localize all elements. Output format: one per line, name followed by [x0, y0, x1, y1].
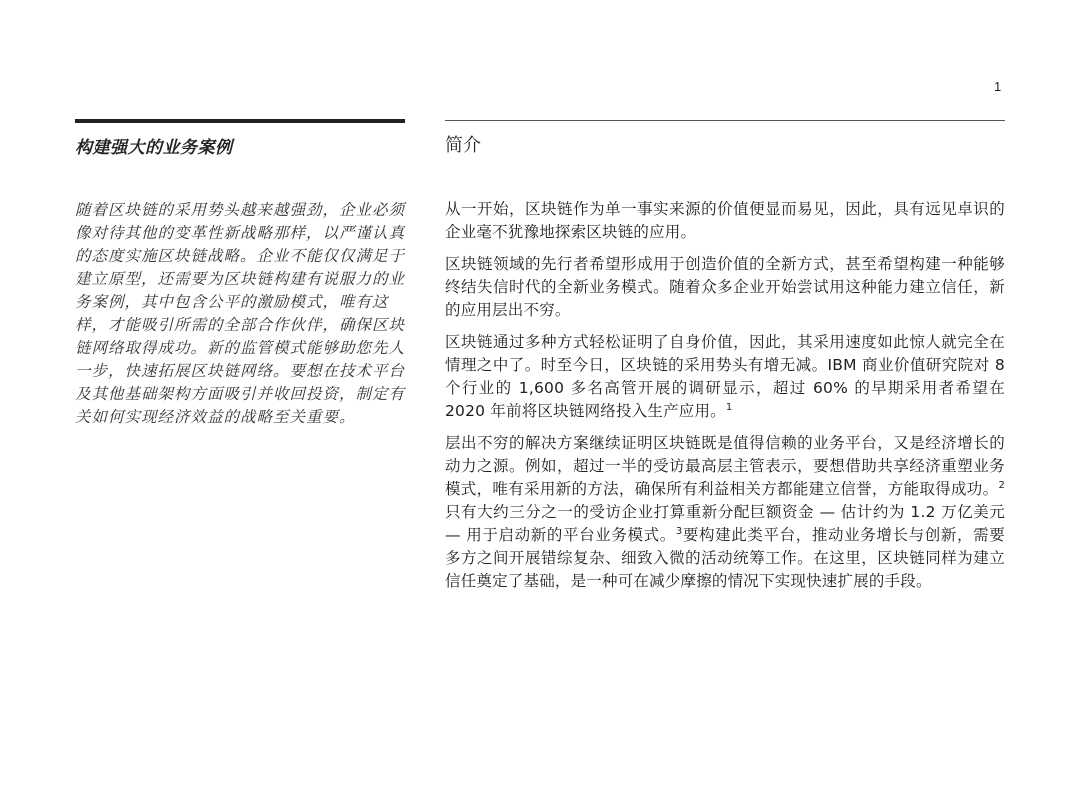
- footnote-ref-3[interactable]: 3: [675, 526, 683, 537]
- main-column: [445, 120, 1005, 602]
- footnote-ref-1[interactable]: 1: [725, 402, 733, 413]
- sidebar-body: 随着区块链的采用势头越来越强劲，企业必须像对待其他的变革性新战略那样，以严谨认真的态度实施区块链战略。企业不能仅仅满足于建立原型，还需要为区块链构建有说服力的业务案例，其中包含公平的激励模式，唯有这样，才能吸引所需的全部合作伙伴，确保区块链网络取得成功。新的监管模式能够助您先人一步，快速拓展区块链网络。要想在技术平台及其他基础架构方面吸引并收回投资，制定有关如何实现经济效益的战略至关重要。: [75, 201, 406, 426]
- paragraph-4-text-c: 要构建此类平台，推动业务增长与创新，需要多方之间开展错综复杂、细致入微的活动统筹工作。在这里，区块链同样为建立信任奠定了基础，是一种可在减少摩擦的情况下实现快速扩展的手段。: [445, 526, 1005, 590]
- sidebar-title: 构建强大的业务案例: [75, 138, 233, 158]
- paragraph-3: [445, 331, 1005, 423]
- sidebar-column: [75, 119, 405, 429]
- paragraph-2: 区块链领域的先行者希望形成用于创造价值的全新方式，甚至希望构建一种能够终结失信时代的全新业务模式。随着众多企业开始尝试用这种能力建立信任，新的应用层出不穷。: [445, 255, 1005, 319]
- body-text: [445, 198, 1005, 593]
- main-rule: [445, 120, 1005, 121]
- sidebar-rule: [75, 119, 405, 123]
- paragraph-3-text: 区块链通过多种方式轻松证明了自身价值，因此，其采用速度如此惊人就完全在情理之中了。时至今日，区块链的采用势头有增无减。IBM 商业价值研究院对 8 个行业的 1,600 多名高管开展的调研显示，超过 60% 的早期采用者希望在 2020 年前将区块链网络投入生产应用。: [445, 333, 1005, 420]
- paragraph-4-text-a: 层出不穷的解决方案继续证明区块链既是值得信赖的业务平台，又是经济增长的动力之源。例如，超过一半的受访最高层主管表示，要想借助共享经济重塑业务模式，唯有采用新的方法，确保所有利益相关方都能建立信誉，方能取得成功。: [445, 434, 1005, 498]
- page-number: 1: [994, 79, 1002, 94]
- section-title: 简介: [445, 135, 481, 156]
- footnote-ref-2[interactable]: 2: [998, 480, 1005, 491]
- paragraph-4: [445, 432, 1005, 593]
- paragraph-1: 从一开始，区块链作为单一事实来源的价值便显而易见，因此，具有远见卓识的企业毫不犹豫地探索区块链的应用。: [445, 200, 1005, 241]
- paragraph-4-text-b: 只有大约三分之一的受访企业打算重新分配巨额资金 — 估计约为 1.2 万亿美元 — 用于启动新的平台业务模式。: [445, 503, 1005, 544]
